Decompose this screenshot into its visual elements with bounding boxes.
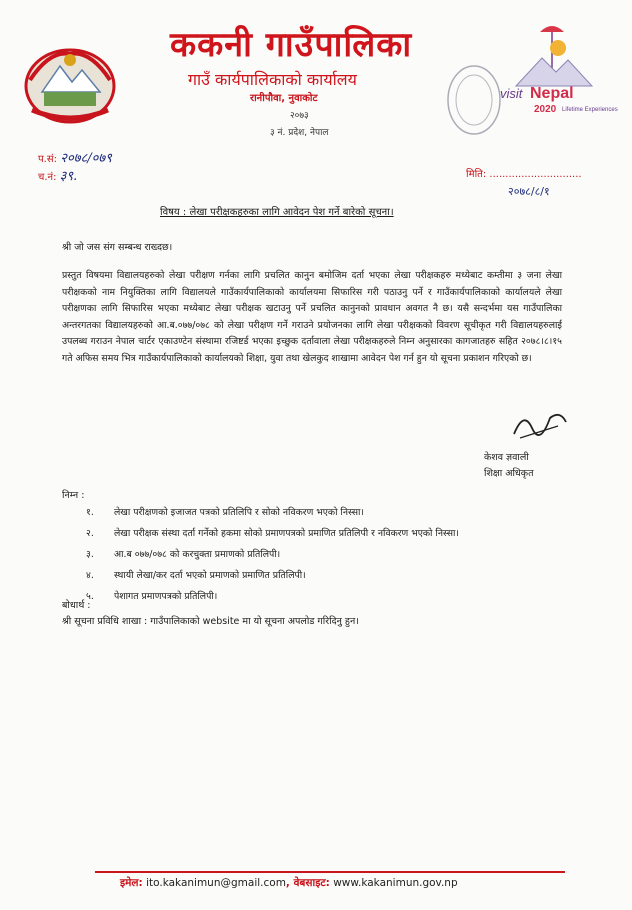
office-stamp [445,60,503,140]
notice-subject: विषय : लेखा परीक्षकहरुका लागि आवेदन पेश गर्ने बारेको सूचना। [160,207,394,218]
ps-label: प.सं: [38,154,57,165]
list-item: ३. आ.ब ०७७/०७८ को करचुक्ता प्रमाणको प्रतिलिपी। [86,549,281,560]
signature [510,404,570,442]
date-value: २०७८/८/१ [508,185,550,198]
footer [120,876,458,890]
salutation: श्री जो जस संग सम्बन्ध राख्दछ। [62,242,173,253]
website-label: , वेबसाइट: [285,877,330,889]
list-item: २. लेखा परीक्षक संस्था दर्ता गर्नेको हकमा सोको प्रमाणपत्रको प्रमाणित प्रतिलिपी र नविकरण भएको निस्सा। [86,528,459,539]
svg-text:Lifetime Experiences: Lifetime Experiences [562,107,618,113]
org-name: ककनी गाउँपालिका [170,25,413,65]
office-place: रानीपौवा, नुवाकोट [250,93,318,104]
signatory-name: केशव ज्ञवाली [484,452,529,463]
ps-value: २०७८/०७९ [60,151,112,166]
established-year: २०७३ [290,111,309,121]
date-label: मिति: ............................. [466,169,582,180]
cn-row [38,166,77,184]
svg-text:Nepal: Nepal [530,85,574,102]
cn-label: च.नं: [38,172,57,183]
ps-row [38,148,112,166]
ack-note: श्री सूचना प्रविधि शाखा : गाउँपालिकाको website मा यो सूचना अपलोड गरिदिनु हुन। [62,616,359,627]
visit-nepal-logo [496,20,618,120]
notice-body: प्रस्तुत विषयमा विद्यालयहरुको लेखा परीक्षण गर्नका लागि प्रचलित कानुन बमोजिम दर्ता भएका लेखा परीक्षकहरु मध्येबाट कम्तीमा ३ जना लेखा परीक्षकको नाम नियुक्तिका लागि विद्यालयले गाउँकार्यपालिकाको कार्यालयमा सिफारिस गरी पठाउनु पर्ने र गाउँकार्यपालिकाको कार्यालयले लेखा परीक्षणका लागि सिफारिस भएका मध्येबाट लेखा परीक्षक खटाउनु पर्ने प्रचलित कानुनको प्रावधान अवगत नै छ। यसै सन्दर्भमा यस गाउँपालिका अन्तरगतका विद्यालयहरुको आ.ब.०७७/०७८ को लेखा परीक्षण गर्ने गराउने प्रयोजनका लागि लेखा परीक्षकको विवरण सूचीकृत गरी विद्यालयहरुलाई उपलब्ध गराउन नेपाल चार्टर एकाउण्टेन संस्थामा रजिष्टर्ड भएका इच्छुक दर्तावाला लेखा परीक्षकहरुले निम्न अनुसारका कागजातहरु सहित २०७८।८।१५ गते अफिस समय भित्र गाउँकार्यपालिकाको कार्यालयको शिक्षा, युवा तथा खेलकुद शाखामा आवेदन पेश गर्न हुन यो सूचना प्रकाशन गरिएको छ। [62,270,562,364]
office-name: गाउँ कार्यपालिकाको कार्यालय [188,70,357,89]
email-link[interactable]: ito.kakanimun@gmail.com [146,877,286,889]
office-province: ३ नं. प्रदेश, नेपाल [270,128,329,138]
email-label: इमेल: [120,877,143,889]
list-item: ४. स्थायी लेखा/कर दर्ता भएको प्रमाणको प्रमाणित प्रतिलिपी। [86,570,306,581]
footer-divider [95,871,565,873]
list-item: ५. पेशागत प्रमाणपत्रको प्रतिलिपी। [86,591,218,602]
requirements-heading: निम्न : [62,490,85,501]
website-link[interactable]: www.kakanimun.gov.np [333,877,458,889]
requirements-list [86,502,459,607]
nepal-emblem-logo [20,40,120,124]
ack-label: बोधार्थ : [62,600,91,611]
signatory [484,450,534,482]
list-item: १. लेखा परीक्षणको इजाजत पत्रको प्रतिलिपि र सोको नविकरण भएको निस्सा। [86,507,364,518]
cn-value: ३९. [59,169,78,184]
signatory-title: शिक्षा अधिकृत [484,468,534,479]
svg-text:2020: 2020 [534,104,557,115]
svg-text:visit: visit [500,86,523,101]
